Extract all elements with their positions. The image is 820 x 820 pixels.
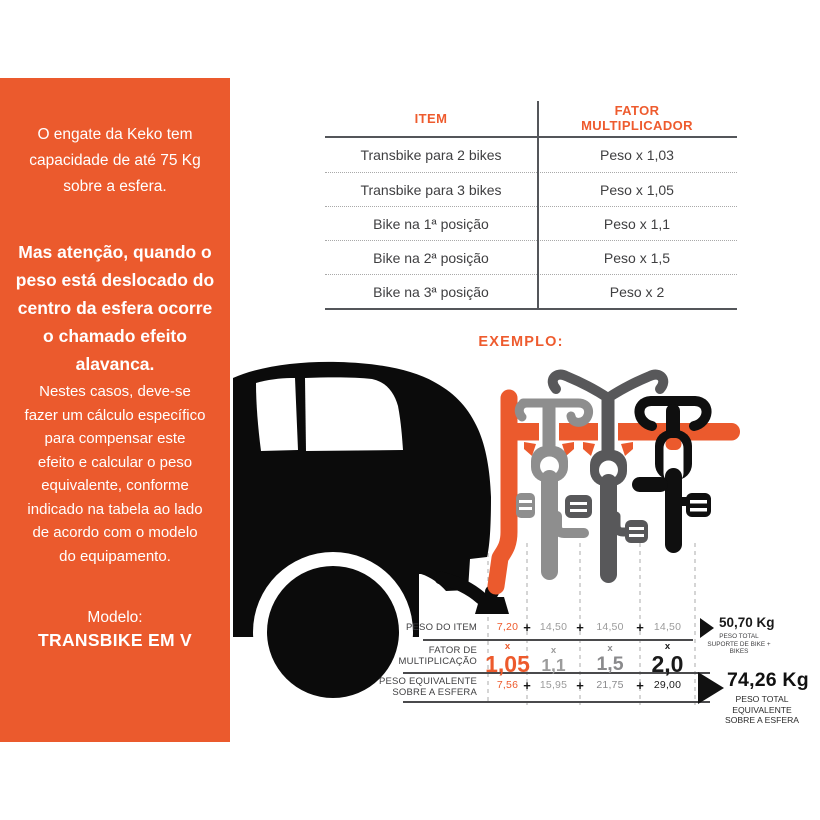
- table-row: [325, 274, 737, 308]
- total-equivalent-caption: [706, 694, 818, 726]
- text-line: para compensar este: [44, 430, 186, 447]
- equiv-value: 15,95: [539, 679, 568, 691]
- peso-value: 14,50: [539, 621, 568, 633]
- total-support-caption: [700, 633, 778, 656]
- example-title: EXEMPLO:: [478, 334, 564, 350]
- text-line: sobre a esfera.: [63, 178, 167, 195]
- factor-cell: Peso x 2: [609, 283, 665, 300]
- equiv-value: 21,75: [596, 679, 624, 691]
- text-line: O engate da Keko tem: [37, 126, 193, 143]
- text-line: efeito e calcular o peso: [37, 453, 193, 471]
- equiv-value: 29,00: [653, 679, 682, 691]
- factor-cell: [640, 642, 695, 676]
- hitch-mount: [475, 597, 509, 614]
- text-line: PESO TOTAL EQUIVALENTE: [732, 694, 792, 715]
- factor-value: 1,1: [541, 655, 566, 675]
- text-line: centro da esfera ocorre: [17, 298, 213, 318]
- text-line: SOBRE A ESFERA: [724, 715, 800, 725]
- times-sign: x: [607, 643, 613, 654]
- sidebar-panel: [0, 78, 230, 742]
- factor-cell: Peso x 1,03: [600, 147, 674, 163]
- car-window-rear: [305, 377, 403, 451]
- table-row: [325, 240, 737, 274]
- text-line: PESO EQUIVALENTE: [378, 676, 477, 687]
- factor-cell: Peso x 1,5: [603, 249, 671, 266]
- factor-table-header: [325, 100, 737, 138]
- plus-sign: +: [636, 678, 644, 693]
- factor-table: [325, 100, 737, 310]
- text-line: PESO TOTAL: [719, 633, 759, 640]
- item-cell: Transbike para 2 bikes: [360, 147, 502, 163]
- model-label: Modelo:: [87, 609, 143, 626]
- table-row: [325, 206, 737, 240]
- sidebar-model-block: [8, 606, 222, 652]
- peso-value: 14,50: [596, 621, 624, 633]
- sidebar-paragraph-capacity: [8, 122, 222, 200]
- table-row: [325, 172, 737, 206]
- pedal: [516, 493, 535, 518]
- times-sign: x: [550, 645, 557, 656]
- equiv-value: 7,56: [496, 679, 519, 691]
- text-line: Nestes casos, deve-se: [39, 383, 191, 400]
- text-line: SOBRE A ESFERA: [392, 687, 477, 698]
- item-cell: Bike na 1ª posição: [373, 215, 489, 232]
- item-cell: Bike na 2ª posição: [373, 249, 489, 266]
- item-cell: Bike na 3ª posição: [373, 283, 489, 300]
- plus-sign: +: [523, 678, 531, 693]
- plus-sign: +: [523, 620, 531, 635]
- header-factor: [537, 100, 737, 136]
- pedal: [625, 520, 648, 543]
- factor-value: 2,0: [651, 651, 684, 677]
- text-line: FATOR DE: [428, 645, 477, 656]
- text-line: peso está deslocado do: [15, 270, 215, 290]
- calc-label-fator: [340, 645, 477, 667]
- text-line: indicado na tabela ao lado: [27, 500, 203, 518]
- crank-arm: [557, 516, 584, 533]
- factor-cell: Peso x 1,1: [603, 215, 671, 232]
- calc-rule-1: [423, 639, 693, 641]
- sidebar-paragraph-warning: [8, 238, 222, 378]
- pedal: [565, 495, 592, 518]
- car-window-front: [256, 378, 298, 451]
- peso-value: 14,50: [653, 621, 682, 633]
- sidebar-paragraph-instructions: [8, 380, 222, 568]
- factor-cell: [485, 641, 530, 677]
- table-row: [325, 138, 737, 172]
- front-wheel: [665, 468, 682, 553]
- header-factor-line2: MULTIPLICADOR: [581, 118, 693, 133]
- text-line: o chamado efeito: [43, 326, 187, 346]
- factor-value: 1,5: [596, 653, 624, 675]
- factor-cell: [580, 644, 640, 675]
- factor-value: 1,05: [485, 651, 530, 677]
- text-line: Mas atenção, quando o: [18, 242, 212, 262]
- text-line: fazer um cálculo específico: [24, 406, 206, 424]
- item-cell: Transbike para 3 bikes: [360, 181, 502, 198]
- text-line: equivalente, conforme: [41, 477, 189, 494]
- calc-label-peso-item: PESO DO ITEM: [405, 622, 477, 633]
- plus-sign: +: [636, 620, 644, 635]
- crank-arm: [632, 477, 668, 492]
- text-line: do equipamento.: [59, 547, 171, 565]
- table-column-divider: [537, 101, 539, 310]
- plus-sign: +: [576, 678, 584, 693]
- text-line: MULTIPLICAÇÃO: [398, 656, 477, 667]
- factor-cell: Peso x 1,05: [600, 181, 674, 198]
- pedal: [686, 493, 711, 517]
- times-sign: x: [504, 641, 511, 652]
- header-factor-line1: FATOR: [614, 103, 660, 118]
- peso-value: 7,20: [496, 621, 519, 633]
- text-line: de acordo com o modelo: [32, 524, 198, 541]
- calc-label-equivalente: [340, 676, 477, 698]
- calc-rule-3: [403, 701, 710, 703]
- plus-sign: +: [576, 620, 584, 635]
- total-equivalent-value: 74,26 Kg: [727, 669, 809, 691]
- text-line: alavanca.: [75, 354, 155, 374]
- factor-cell: [527, 646, 580, 675]
- text-line: SUPORTE DE BIKE + BIKES: [707, 640, 771, 656]
- text-line: capacidade de até 75 Kg: [29, 152, 201, 169]
- header-item: ITEM: [414, 110, 448, 126]
- total-support-value: 50,70 Kg: [719, 615, 775, 630]
- model-name: TRANSBIKE EM V: [38, 630, 192, 650]
- times-sign: x: [664, 641, 671, 652]
